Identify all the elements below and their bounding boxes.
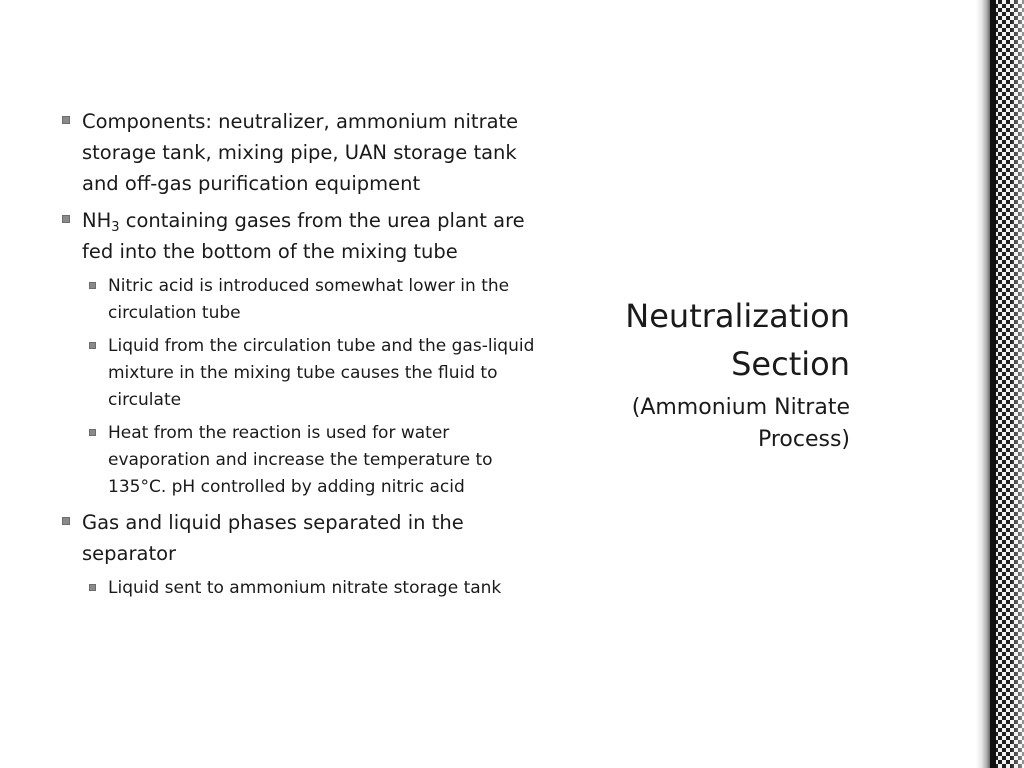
square-bullet-icon xyxy=(89,342,96,349)
bullet-item-nh3-gases xyxy=(62,205,542,267)
square-bullet-icon xyxy=(62,215,70,223)
sub-bullet-liquid-circulation xyxy=(62,333,542,414)
edge-gradient xyxy=(976,0,990,768)
square-bullet-icon xyxy=(62,517,70,525)
title-block xyxy=(570,292,850,456)
square-bullet-icon xyxy=(89,584,96,591)
subscript-text: 3 xyxy=(111,220,120,235)
slide-subtitle xyxy=(570,392,850,456)
bullet-text-rest: containing gases from the urea plant are fed into the bottom of the mixing tube xyxy=(82,209,525,263)
sub-bullet-heat-reaction xyxy=(62,420,542,501)
sub-bullet-text: Nitric acid is introduced somewhat lower in the circulation tube xyxy=(108,276,510,323)
bullet-item-separator xyxy=(62,507,542,569)
sub-bullet-nitric-acid xyxy=(62,273,542,327)
sub-bullet-text: Heat from the reaction is used for water evaporation and increase the temperature to 135°C. pH controlled by adding nitric acid xyxy=(108,423,493,497)
title-line: Section xyxy=(731,345,850,383)
bullet-item-components xyxy=(62,106,542,199)
bullet-text: Components: neutralizer, ammonium nitrate storage tank, mixing pipe, UAN storage tank and off-gas purification equipment xyxy=(82,110,519,195)
bullet-text: Gas and liquid phases separated in the separator xyxy=(82,511,464,565)
bullet-list xyxy=(62,106,542,608)
square-bullet-icon xyxy=(89,429,96,436)
sub-bullet-storage-tank xyxy=(62,575,542,602)
sub-bullet-text: Liquid sent to ammonium nitrate storage tank xyxy=(108,578,502,598)
decorative-border xyxy=(990,0,1024,768)
sub-bullet-text: Liquid from the circulation tube and the gas-liquid mixture in the mixing tube causes the fluid to circulate xyxy=(108,336,535,410)
title-line: Neutralization xyxy=(625,297,850,335)
square-bullet-icon xyxy=(89,282,96,289)
bullet-text-prefix: NH xyxy=(82,209,112,232)
slide-title xyxy=(570,292,850,388)
subtitle-line: (Ammonium Nitrate xyxy=(631,395,850,420)
subtitle-line: Process) xyxy=(757,427,850,452)
square-bullet-icon xyxy=(62,116,70,124)
